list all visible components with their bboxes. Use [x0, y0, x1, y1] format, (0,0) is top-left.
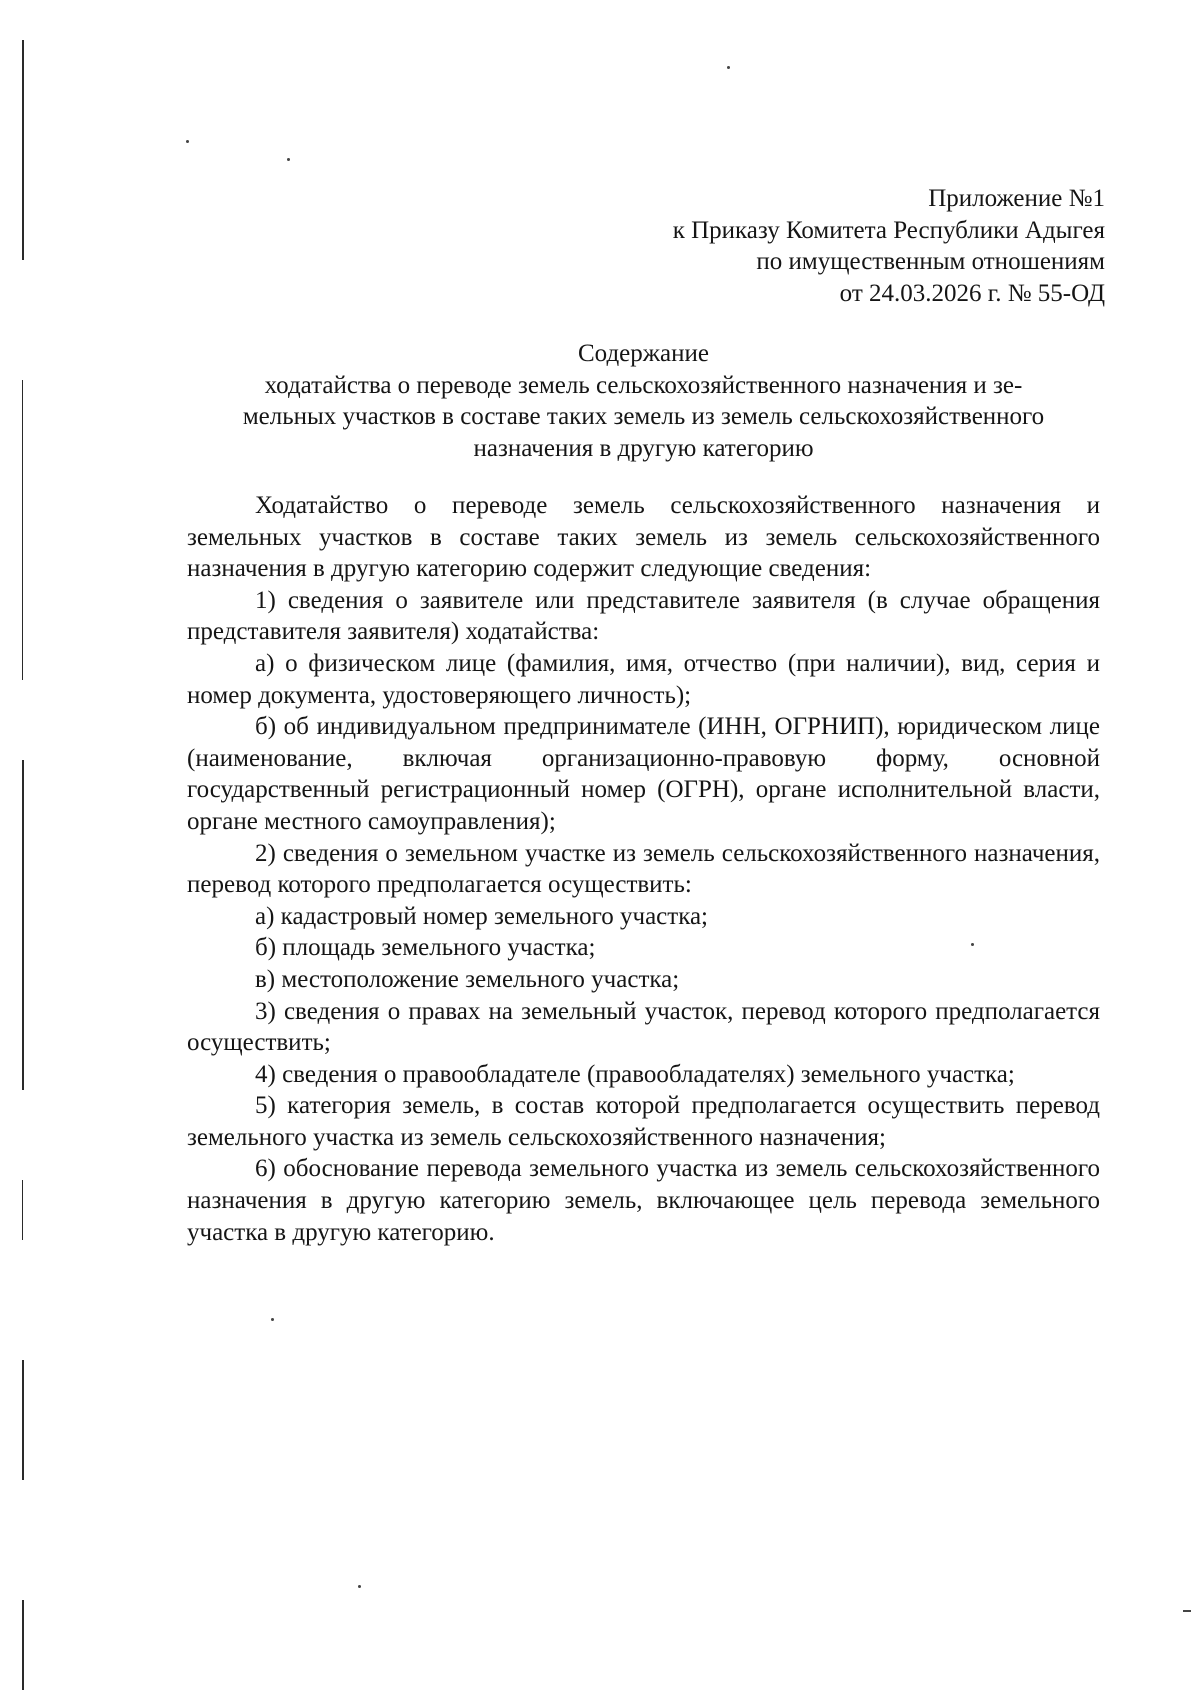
body-paragraph: 2) сведения о земельном участке из земель сельскохозяйственного назначения, перевод которого предполагается осуществить:: [187, 839, 1100, 899]
committee-name: по имущественным отношениям: [756, 248, 1105, 275]
scan-speck: [1183, 1610, 1191, 1612]
scan-edge-line: [22, 760, 24, 1090]
body-paragraph: 6) обоснование перевода земельного участка из земель сельскохозяйственного назначения в другую категорию земель, включающее цель перевода земельного участка в другую категорию.: [187, 1155, 1100, 1246]
title-line: ходатайства о переводе земель сельскохозяйственного назначения и зе-: [264, 371, 1023, 399]
scan-speck: [358, 1585, 361, 1588]
document-title: [187, 338, 1100, 464]
scan-edge-line: [22, 1600, 24, 1690]
body-paragraph: 4) сведения о правообладателе (правообладателях) земельного участка;: [255, 1060, 1015, 1088]
scan-speck: [271, 1318, 274, 1321]
scan-edge-line: [22, 1180, 23, 1240]
order-date-number: от 24.03.2026 г. № 55-ОД: [839, 279, 1105, 307]
body-paragraph: а) кадастровый номер земельного участка;: [255, 902, 709, 930]
body-paragraph: Ходатайство о переводе земель сельскохозяйственного назначения и земельных участков в составе таких земель из земель сельскохозяйственного назначения в другую категорию содержит следующие сведения:: [187, 492, 1100, 583]
scan-speck: [186, 140, 189, 143]
body-paragraph: б) площадь земельного участка;: [255, 934, 596, 962]
body-paragraph: 3) сведения о правах на земельный участок, перевод которого предполагается осуществить;: [187, 997, 1100, 1057]
title-heading: Содержание: [578, 340, 709, 367]
scan-edge-line: [22, 1360, 24, 1480]
scan-edge-line: [22, 40, 24, 260]
scan-speck: [287, 158, 290, 161]
body-paragraph: а) о физическом лице (фамилия, имя, отчество (при наличии), вид, серия и номер документа, удостоверяющего личность);: [187, 649, 1100, 709]
body-paragraph: 1) сведения о заявителе или представителе заявителя (в случае обращения представителя заявителя) ходатайства:: [187, 586, 1100, 646]
title-line: мельных участков в составе таких земель из земель сельскохозяйственного: [242, 403, 1045, 430]
appendix-number: Приложение №1: [928, 185, 1105, 212]
appendix-header: [673, 183, 1105, 309]
body-paragraph: в) местоположение земельного участка;: [255, 965, 680, 993]
order-reference: к Приказу Комитета Республики Адыгея: [672, 216, 1105, 244]
scan-speck: [727, 66, 730, 69]
body-paragraph: б) об индивидуальном предпринимателе (ИНН, ОГРНИП), юридическом лице (наименование, включая организационно-правовую форму, основной государственный регистрационный номер (ОГРН), органе исполнительной власти, органе местного самоуправления);: [187, 713, 1100, 835]
document-body: [187, 490, 1100, 1248]
title-line: назначения в другую категорию: [473, 434, 814, 462]
body-paragraph: 5) категория земель, в состав которой предполагается осуществить перевод земельного участка из земель сельскохозяйственного назначения;: [187, 1092, 1100, 1151]
scan-edge-line: [22, 380, 23, 680]
